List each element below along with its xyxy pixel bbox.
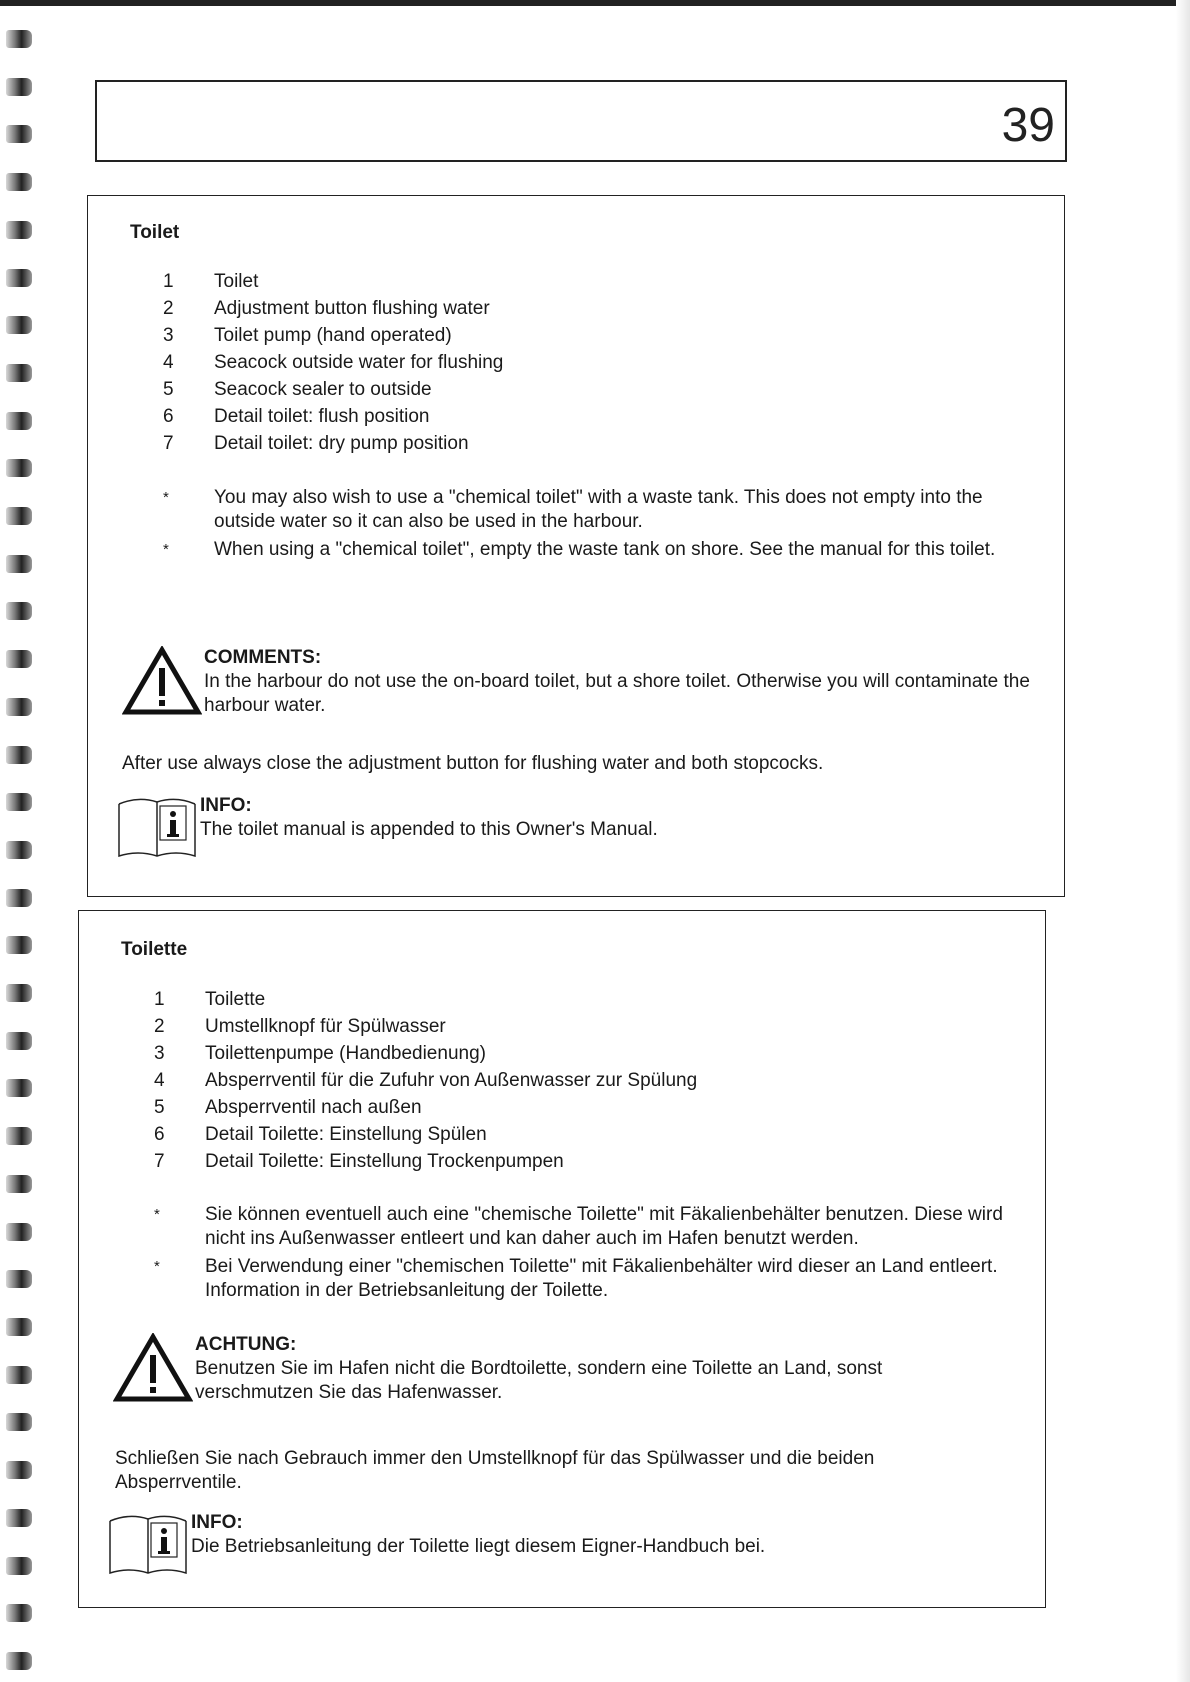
binding-ring — [6, 78, 32, 96]
warning-heading: COMMENTS: — [204, 647, 322, 668]
warning-text: Benutzen Sie im Hafen nicht die Bordtoilette, sondern eine Toilette an Land, sonst verschmutzen Sie das Hafenwasser. — [195, 1358, 883, 1403]
warning-triangle-icon — [113, 1333, 193, 1403]
binding-ring — [6, 650, 32, 668]
binding-ring — [6, 602, 32, 620]
binding-ring — [6, 459, 32, 477]
list-item: 2 Umstellknopf für Spülwasser — [154, 1015, 446, 1037]
binding-ring — [6, 1366, 32, 1384]
list-item: 7 Detail toilet: dry pump position — [163, 432, 469, 454]
page-header-box — [95, 80, 1067, 162]
binding-ring — [6, 1223, 32, 1241]
list-item: 3 Toilet pump (hand operated) — [163, 324, 452, 346]
info-book-icon — [116, 794, 198, 860]
page-number: 39 — [1001, 99, 1055, 152]
binding-ring — [6, 364, 32, 382]
info-body — [200, 794, 658, 842]
binding-ring — [6, 984, 32, 1002]
note: * When using a "chemical toilet", empty the waste tank on shore. See the manual for this toilet. — [163, 539, 996, 560]
warning-callout — [122, 646, 1052, 718]
list-item: 1 Toilette — [154, 988, 266, 1010]
binding-ring — [6, 1032, 32, 1050]
component-list — [160, 268, 503, 457]
binding-ring — [6, 1557, 32, 1575]
warning-triangle-icon — [122, 646, 202, 716]
binding-ring — [6, 412, 32, 430]
component-list — [151, 986, 697, 1175]
binding-ring — [6, 1127, 32, 1145]
binding-ring — [6, 1604, 32, 1622]
warning-body — [195, 1333, 963, 1405]
after-use-instruction: Schließen Sie nach Gebrauch immer den Umstellknopf für das Spülwasser und die beiden Absperrventile. — [115, 1448, 875, 1493]
info-body — [191, 1511, 765, 1559]
binding-ring — [6, 698, 32, 716]
list-item: 5 Seacock sealer to outside — [163, 378, 432, 400]
section-title: Toilette — [121, 939, 188, 960]
info-heading: INFO: — [200, 795, 252, 816]
toilet-section-german — [78, 910, 1046, 1608]
binding-ring — [6, 1509, 32, 1527]
list-item: 6 Detail Toilette: Einstellung Spülen — [154, 1123, 487, 1145]
note: * Sie können eventuell auch eine "chemische Toilette" mit Fäkalienbehälter benutzen. Diese wird nicht ins Außenwasser entleert und kan daher auch im Hafen benutzt werden. — [154, 1204, 1003, 1249]
binding-ring — [6, 1175, 32, 1193]
binding-ring — [6, 221, 32, 239]
list-item: 3 Toilettenpumpe (Handbedienung) — [154, 1042, 486, 1064]
note: * Bei Verwendung einer "chemischen Toilette" mit Fäkalienbehälter wird dieser an Land entleert. Information in der Betriebsanleitung der Toilette. — [154, 1256, 998, 1301]
binding-ring — [6, 936, 32, 954]
spiral-binding — [0, 30, 40, 1670]
binding-ring — [6, 1079, 32, 1097]
binding-ring — [6, 1413, 32, 1431]
list-item: 7 Detail Toilette: Einstellung Trockenpumpen — [154, 1150, 564, 1172]
list-item: 6 Detail toilet: flush position — [163, 405, 430, 427]
binding-ring — [6, 125, 32, 143]
binding-ring — [6, 841, 32, 859]
binding-ring — [6, 1461, 32, 1479]
binding-ring — [6, 1652, 32, 1670]
binding-ring — [6, 746, 32, 764]
binding-ring — [6, 1270, 32, 1288]
list-item: 4 Seacock outside water for flushing — [163, 351, 504, 373]
list-item: 5 Absperrventil nach außen — [154, 1096, 422, 1118]
binding-ring — [6, 1318, 32, 1336]
info-callout — [116, 794, 1016, 860]
page-right-edge — [1176, 0, 1190, 1682]
info-callout — [107, 1511, 1007, 1577]
info-heading: INFO: — [191, 1512, 243, 1533]
toilet-section-english — [87, 195, 1065, 897]
info-text: Die Betriebsanleitung der Toilette liegt diesem Eigner-Handbuch bei. — [191, 1536, 766, 1557]
warning-callout — [113, 1333, 963, 1405]
note: * You may also wish to use a "chemical toilet" with a waste tank. This does not empty into the outside water so it can also be used in the harbour. — [163, 487, 983, 532]
binding-ring — [6, 555, 32, 573]
binding-ring — [6, 173, 32, 191]
list-item: 1 Toilet — [163, 270, 259, 292]
binding-ring — [6, 30, 32, 48]
list-item: 4 Absperrventil für die Zufuhr von Außenwasser zur Spülung — [154, 1069, 698, 1091]
binding-ring — [6, 889, 32, 907]
warning-body — [204, 646, 1052, 718]
list-item: 2 Adjustment button flushing water — [163, 297, 490, 319]
binding-ring — [6, 507, 32, 525]
info-book-icon — [107, 1511, 189, 1577]
binding-ring — [6, 793, 32, 811]
binding-ring — [6, 316, 32, 334]
section-title: Toilet — [130, 222, 180, 243]
info-text: The toilet manual is appended to this Owner's Manual. — [200, 819, 658, 840]
warning-text: In the harbour do not use the on-board toilet, but a shore toilet. Otherwise you will contaminate the harbour water. — [204, 671, 1030, 716]
binding-ring — [6, 269, 32, 287]
page-top-edge — [0, 0, 1190, 6]
warning-heading: ACHTUNG: — [195, 1334, 297, 1355]
after-use-instruction: After use always close the adjustment button for flushing water and both stopcocks. — [122, 753, 824, 774]
